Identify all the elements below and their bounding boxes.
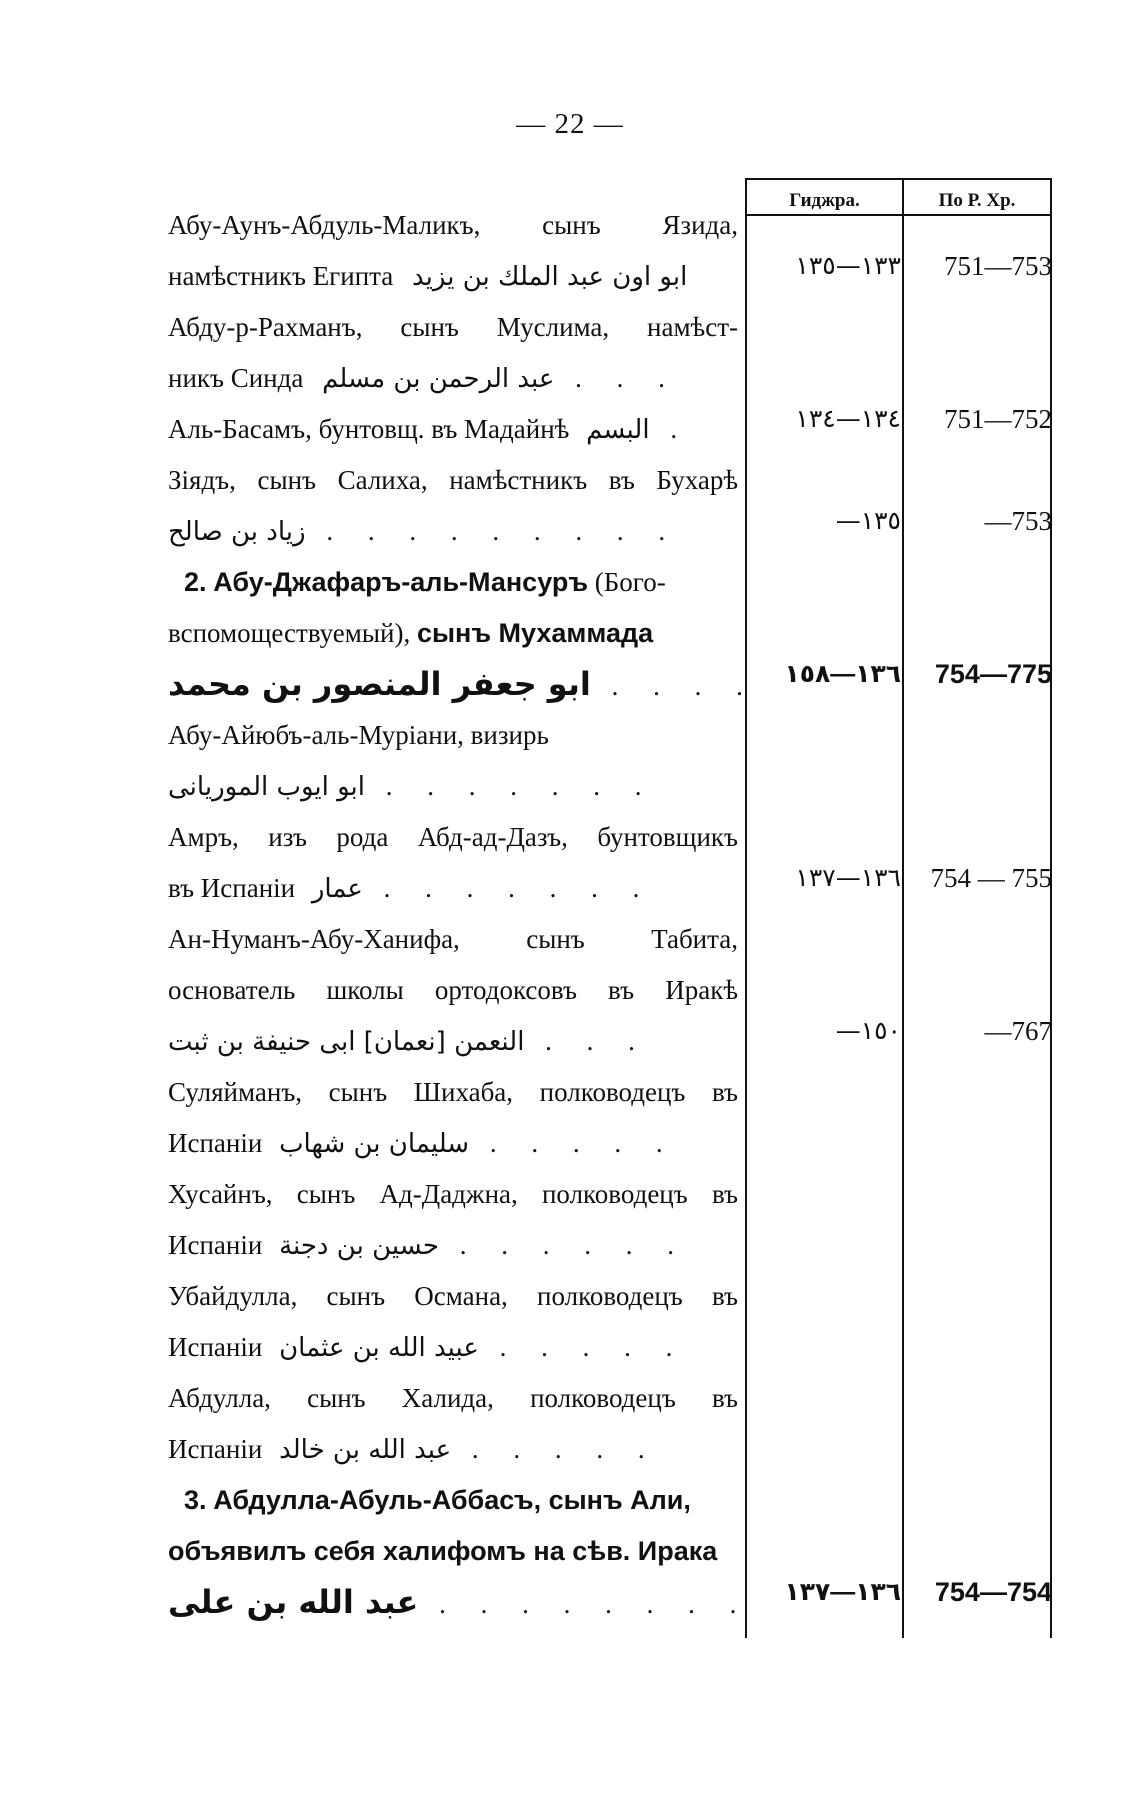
arabic-name: حسين بن دجنة xyxy=(279,1231,439,1261)
caliph-name: Абу-Джафаръ-аль-Мансуръ xyxy=(213,567,589,597)
column-rule-right xyxy=(1050,178,1052,1638)
caliph-patronym: сынъ Мухаммада xyxy=(416,618,654,648)
entry-abu-ayyub xyxy=(168,710,738,812)
entry-line: Амръ, изъ рода Абд-ад-Дазъ, бунтовщикъ xyxy=(168,822,738,852)
entry-line: Испаніи xyxy=(168,1332,263,1362)
column-rule-middle xyxy=(902,178,904,1638)
entry-husayn xyxy=(168,1169,738,1271)
entry-caliph-abul-abbas xyxy=(168,1475,751,1628)
entry-line: Хусайнъ, сынъ Ад-Даджна, полководецъ въ xyxy=(168,1179,738,1209)
entry-line: Ан-Нуманъ-Абу-Ханифа, сынъ Табита, xyxy=(168,924,738,954)
entry-line: Испаніи xyxy=(168,1230,263,1260)
hijra-year: ١٣٤—١٣٤ xyxy=(795,404,901,433)
arabic-name: عبد الرحمن بن مسلم xyxy=(322,364,555,394)
hijra-year: ١٣٣—١٣٥ xyxy=(795,251,901,280)
leader-dots: . . . . . . . xyxy=(385,771,656,801)
entry-line: Убайдулла, сынъ Османа, полководецъ въ xyxy=(168,1281,738,1311)
arabic-name: ابو ايوب الموريانى xyxy=(168,772,366,802)
ad-year: —753 xyxy=(984,506,1052,536)
entry-amr xyxy=(168,812,738,914)
hijra-year: —١٣٥ xyxy=(835,506,901,535)
arabic-name: عبد الله بن خالد xyxy=(279,1435,452,1465)
entry-ziyad xyxy=(168,455,738,557)
arabic-name: عمار xyxy=(311,874,363,904)
entry-line: основатель школы ортодоксовъ въ Иракѣ xyxy=(168,975,738,1005)
entry-line: Абу-Аунъ-Абдуль-Маликъ, сынъ Язида, xyxy=(168,210,738,240)
entry-line: никъ Синда xyxy=(168,363,304,393)
header-rule-top xyxy=(745,178,1052,180)
arabic-name: عبد الله بن على xyxy=(168,1583,419,1621)
caliph-name: Абдулла-Абуль-Аббасъ, сынъ Али, xyxy=(213,1485,691,1515)
entry-abu-aun xyxy=(168,200,738,302)
entry-line: намѣстникъ Египта xyxy=(168,261,394,291)
entry-line: Испаніи xyxy=(168,1434,263,1464)
column-header-hijra: Гиджра. xyxy=(789,190,860,211)
arabic-name: سليمان بن شهاب xyxy=(279,1129,470,1159)
entry-line: Испаніи xyxy=(168,1128,263,1158)
hijra-year: ١٣٦—١٣٧ xyxy=(795,863,901,892)
entry-line: Суляйманъ, сынъ Шихаба, полководецъ въ xyxy=(168,1077,738,1107)
entry-line: вспомоществуемый), xyxy=(168,618,411,648)
entry-abdu-r-rahman xyxy=(168,302,738,404)
leader-dots: . . . . . . . xyxy=(383,873,654,903)
entry-line: Абу-Айюбъ-аль-Муріани, визирь xyxy=(168,720,549,750)
entry-al-basam xyxy=(168,404,738,455)
page-number: — 22 — xyxy=(516,108,624,140)
header-rule-bottom xyxy=(745,214,1052,216)
caliph-description: объявилъ себя халифомъ на сѣв. Ирака xyxy=(168,1536,718,1566)
leader-dots: . . . xyxy=(575,363,679,393)
arabic-name: النعمن [نعمان] ابى حنيفة بن ثبت xyxy=(168,1027,525,1057)
entry-line: въ Испаніи xyxy=(168,873,296,903)
entry-caliph-al-mansur xyxy=(168,557,757,710)
entry-line: (Бого- xyxy=(594,567,666,597)
leader-dots: . . . . . . . . xyxy=(439,1589,751,1619)
arabic-name: ابو جعفر المنصور بن محمد xyxy=(168,665,591,703)
arabic-name: زياد بن صالح xyxy=(168,517,306,547)
ad-year: 751—753 xyxy=(944,251,1052,281)
ad-year: 754—754 xyxy=(934,1577,1052,1607)
entry-line: Аль-Басамъ, бунтовщ. въ Мадайнѣ xyxy=(168,414,570,444)
leader-dots: . . . . . xyxy=(499,1332,687,1362)
leader-dots: . . . . . . xyxy=(459,1230,688,1260)
entry-line: Зіядъ, сынъ Салиха, намѣстникъ въ Бухарѣ xyxy=(168,465,738,495)
caliph-number: 3. xyxy=(184,1485,207,1515)
entries-list xyxy=(168,200,757,1628)
entry-line: Абдулла, сынъ Халида, полководецъ въ xyxy=(168,1383,738,1413)
ad-year: 754—775 xyxy=(934,659,1052,689)
leader-dots: . xyxy=(670,414,692,444)
leader-dots: . . . . . xyxy=(489,1128,677,1158)
arabic-name: البسم xyxy=(586,415,650,445)
arabic-name: عبيد الله بن عثمان xyxy=(279,1333,479,1363)
entry-an-numan xyxy=(168,914,738,1067)
entry-ubaydulla xyxy=(168,1271,738,1373)
ad-year: —767 xyxy=(984,1016,1052,1046)
leader-dots: . . . . . . . . . xyxy=(326,516,680,546)
leader-dots: . . . xyxy=(545,1026,649,1056)
entry-line: Абду-р-Рахманъ, сынъ Муслима, намѣст- xyxy=(168,312,738,342)
arabic-name: ابو اون عبد الملك بن يزيد xyxy=(412,262,688,292)
hijra-year: ١٣٦—١٥٨ xyxy=(784,660,901,688)
column-rule-left xyxy=(745,178,747,1638)
leader-dots: . . . . xyxy=(611,671,757,701)
ad-year: 754 — 755 xyxy=(930,863,1052,893)
hijra-year: ١٣٦—١٣٧ xyxy=(784,1578,901,1606)
leader-dots: . . . . . xyxy=(471,1434,659,1464)
column-header-ad: По Р. Хр. xyxy=(938,190,1016,211)
entry-sulayman xyxy=(168,1067,738,1169)
caliph-number: 2. xyxy=(184,567,207,597)
ad-year: 751—752 xyxy=(944,404,1052,434)
entry-abdulla-khalid xyxy=(168,1373,738,1475)
hijra-year: —١٥٠ xyxy=(835,1016,901,1045)
